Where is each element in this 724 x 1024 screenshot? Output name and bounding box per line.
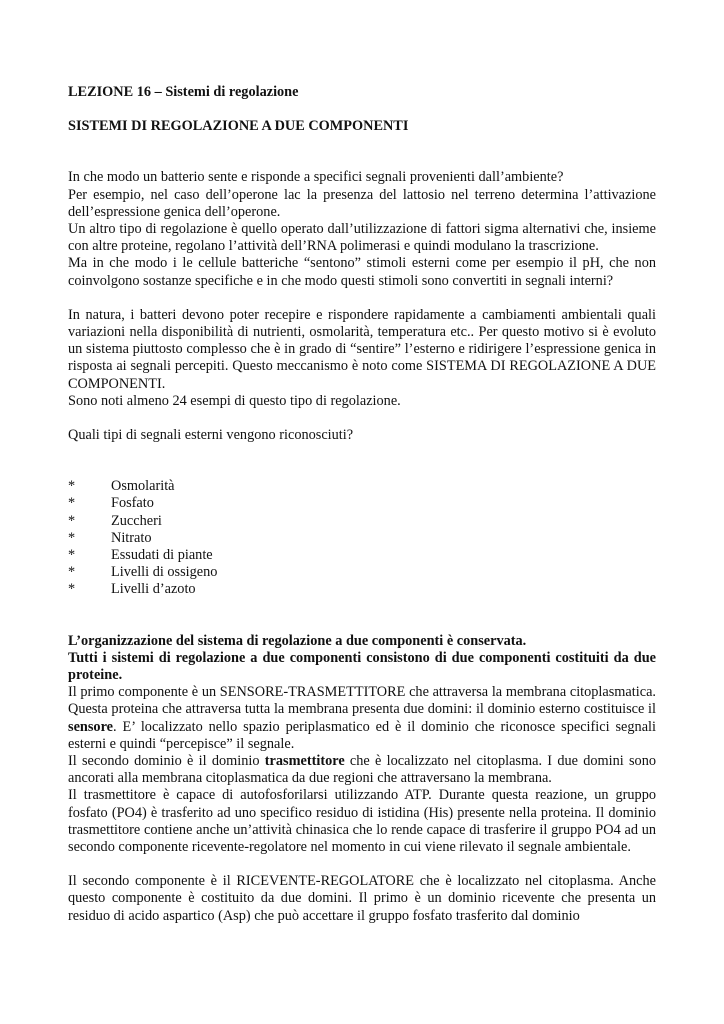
list-item <box>68 564 656 581</box>
lesson-title: LEZIONE 16 – Sistemi di regolazione <box>68 84 299 100</box>
intro-line-4: Ma in che modo i le cellule batteriche “sentono” stimoli esterni come per esempio il pH, che non coinvolgono sostanze specifiche e in che modo questi stimoli sono convertiti in segnali interni? <box>68 255 656 289</box>
signal-label: Essudati di piante <box>111 547 213 563</box>
sensor-text-after: . E’ localizzato nello spazio periplasmatico ed è il dominio che riconosce specifici segnali esterni e quindi “percepisce” il segnale. <box>68 718 656 752</box>
signals-list <box>68 478 656 598</box>
signal-label: Livelli di ossigeno <box>111 564 218 581</box>
bullet-marker: * <box>68 495 76 512</box>
autophosphorylation-paragraph: Il trasmettitore è capace di autofosforilarsi utilizzando ATP. Durante questa reazione, un gruppo fosfato (PO4) è trasferito ad uno specifico residuo di istidina (His) presente nella proteina. Il dominio trasmettitore contiene anche un’attività chinasica che lo rende capace di trasferire il gruppo PO4 ad un secondo componente ricevente-regolatore nel momento in cui viene rilevato il segnale ambientale. <box>68 787 656 855</box>
intro-line-3: Un altro tipo di regolazione è quello operato dall’utilizzazione di fattori sigma alternativi che, insieme con altre proteine, regolano l’attività dell’RNA polimerasi e quindi modulano la trascrizione. <box>68 221 656 255</box>
receiver-paragraph: Il secondo componente è il RICEVENTE-REGOLATORE che è localizzato nel citoplasma. Anche questo componente è costituito da due domini. Il primo è un dominio ricevente che presenta un residuo di acido aspartico (Asp) che può accettare il gruppo fosfato trasferito dal dominio <box>68 873 656 924</box>
bullet-marker: * <box>68 478 76 495</box>
transmitter-paragraph <box>68 753 656 787</box>
sensor-text-before: Il primo componente è un SENSORE-TRASMETTITORE che attraversa la membrana citoplasmatica. Questa proteina che attraversa tutta la membrana presenta due domini: il dominio esterno costituisce il <box>68 684 656 718</box>
intro-line-1: In che modo un batterio sente e risponde a specifici segnali provenienti dall’ambiente? <box>68 169 564 186</box>
bullet-marker: * <box>68 564 76 581</box>
bold-heading-2: Tutti i sistemi di regolazione a due componenti consistono di due componenti costituiti da due proteine. <box>68 649 656 683</box>
transmitter-text-after: che è localizzato nel citoplasma. I due domini sono ancorati alla membrana citoplasmatica da due regioni che attraversano la membrana. <box>68 752 656 787</box>
signal-label: Zuccheri <box>111 512 162 529</box>
transmitter-text-before: Il secondo dominio è il dominio <box>68 752 265 769</box>
question-line: Quali tipi di segnali esterni vengono riconosciuti? <box>68 427 354 444</box>
sensor-term: sensore <box>68 718 114 735</box>
examples-line: Sono noti almeno 24 esempi di questo tipo di regolazione. <box>68 392 401 409</box>
intro-line-2: Per esempio, nel caso dell’operone lac la presenza del lattosio nel terreno determina l’attivazione dell’espressione genica dell’operone. <box>68 186 656 220</box>
bullet-marker: * <box>68 547 76 563</box>
list-item <box>68 495 656 512</box>
list-item <box>68 513 656 530</box>
bullet-marker: * <box>68 529 76 546</box>
sensor-paragraph <box>68 684 656 753</box>
nature-paragraph: In natura, i batteri devono poter recepire e rispondere rapidamente a cambiamenti ambientali quali variazioni nella disponibilità di nutrienti, osmolarità, temperatura etc.. Per questo motivo si è evoluto un sistema piuttosto complesso che è in grado di “sentire” l’esterno e ridirigere l’espressione genica in risposta ai segnali percepiti. Questo meccanismo è noto come SISTEMA DI REGOLAZIONE A DUE COMPONENTI. <box>68 306 656 392</box>
list-item <box>68 478 656 495</box>
section-title: SISTEMI DI REGOLAZIONE A DUE COMPONENTI <box>68 118 409 135</box>
bullet-marker: * <box>68 512 76 529</box>
signal-label: Osmolarità <box>111 478 175 495</box>
signal-label: Nitrato <box>111 529 152 546</box>
bullet-marker: * <box>68 581 76 598</box>
list-item <box>68 547 656 564</box>
signal-label: Livelli d’azoto <box>111 581 196 598</box>
signal-label: Fosfato <box>111 495 154 512</box>
bold-heading-1: L’organizzazione del sistema di regolazione a due componenti è conservata. <box>68 632 527 649</box>
list-item <box>68 530 656 547</box>
document-page <box>68 84 656 925</box>
list-item <box>68 581 656 598</box>
transmitter-term: trasmettitore <box>264 752 345 769</box>
